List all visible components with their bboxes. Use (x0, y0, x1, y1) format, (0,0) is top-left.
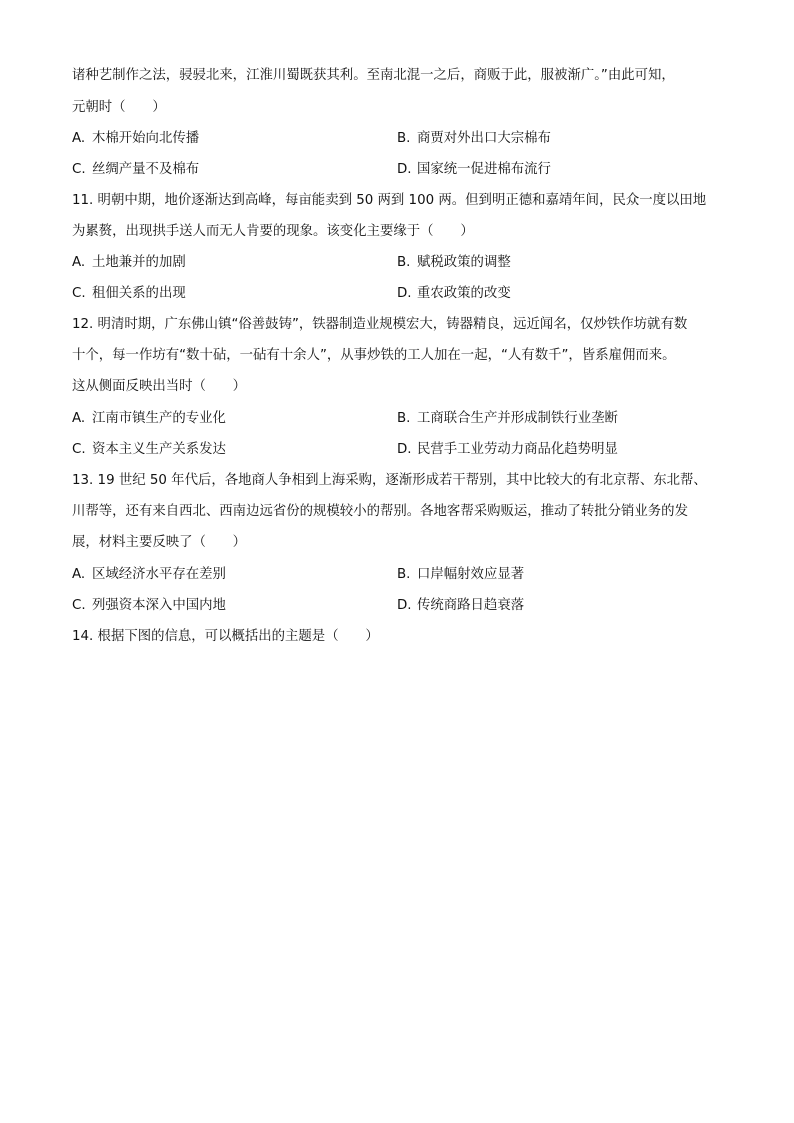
option-letter: A. (72, 411, 86, 426)
option-text: 资本主义生产关系发达 (92, 442, 226, 457)
option-letter: D. (397, 162, 412, 177)
q11-option-c[interactable] (72, 284, 186, 304)
option-letter: C. (72, 286, 86, 301)
q11-option-a[interactable] (72, 253, 186, 273)
option-letter: A. (72, 131, 86, 146)
q13-stem-line-2: 川帮等，还有来自西北、西南边远省份的规模较小的帮别。各地客帮采购贩运，推动了转批分销业务的发 (72, 504, 688, 519)
option-letter: D. (397, 442, 412, 457)
q14-stem-line-1: 14. 根据下图的信息，可以概括出的主题是（ ） (72, 629, 379, 644)
q10-option-d[interactable] (397, 160, 551, 180)
option-letter: B. (397, 411, 411, 426)
option-text: 土地兼并的加剧 (92, 255, 186, 270)
option-text: 列强资本深入中国内地 (92, 598, 226, 613)
option-letter: A. (72, 567, 86, 582)
option-text: 木棉开始向北传播 (92, 131, 200, 146)
option-letter: B. (397, 567, 411, 582)
q11-stem-line-1: 11. 明朝中期，地价逐渐达到高峰，每亩能卖到 50 两到 100 两。但到明正德和嘉靖年间，民众一度以田地 (72, 193, 707, 208)
option-letter: B. (397, 131, 411, 146)
option-text: 赋税政策的调整 (417, 255, 511, 270)
option-letter: D. (397, 598, 412, 613)
option-letter: D. (397, 286, 412, 301)
q12-stem-line-2: 十个，每一作坊有“数十砧，一砧有十余人”，从事炒铁的工人加在一起，“人有数千”，皆系雇佣而来。 (72, 348, 676, 363)
option-text: 区域经济水平存在差别 (92, 567, 226, 582)
option-text: 丝绸产量不及棉布 (92, 162, 200, 177)
q13-option-b[interactable] (397, 565, 524, 585)
q12-option-c[interactable] (72, 440, 226, 460)
q10-stem-line-1: 诸种艺制作之法，骎骎北来，江淮川蜀既获其利。至南北混一之后，商贩于此，服被渐广。”由此可知， (72, 68, 675, 83)
q13-option-d[interactable] (397, 596, 524, 616)
q12-option-a[interactable] (72, 409, 226, 429)
q11-stem-line-2: 为累赘，出现拱手送人而无人肯要的现象。该变化主要缘于（ ） (72, 224, 474, 239)
q11-option-b[interactable] (397, 253, 511, 273)
option-letter: C. (72, 598, 86, 613)
option-letter: A. (72, 255, 86, 270)
option-letter: B. (397, 255, 411, 270)
option-text: 江南市镇生产的专业化 (92, 411, 226, 426)
option-text: 重农政策的改变 (417, 286, 511, 301)
q13-option-c[interactable] (72, 596, 226, 616)
option-text: 口岸幅射效应显著 (417, 567, 525, 582)
option-text: 商贾对外出口大宗棉布 (417, 131, 551, 146)
q13-option-a[interactable] (72, 565, 226, 585)
option-text: 国家统一促进棉布流行 (417, 162, 551, 177)
q10-stem-line-2: 元朝时（ ） (72, 100, 166, 115)
option-letter: C. (72, 442, 86, 457)
q10-option-a[interactable] (72, 129, 199, 149)
q12-stem-line-1: 12. 明清时期，广东佛山镇“俗善鼓铸”，铁器制造业规模宏大，铸器精良，远近闻名，仅炒铁作坊就有数 (72, 317, 688, 332)
q13-stem-line-3: 展，材料主要反映了（ ） (72, 535, 247, 550)
option-text: 传统商路日趋衰落 (417, 598, 525, 613)
q11-option-d[interactable] (397, 284, 511, 304)
option-letter: C. (72, 162, 86, 177)
q12-option-d[interactable] (397, 440, 618, 460)
q13-stem-line-1: 13. 19 世纪 50 年代后，各地商人争相到上海采购，逐渐形成若干帮别，其中比较大的有北京帮、东北帮、 (72, 473, 707, 488)
option-text: 工商联合生产并形成制铁行业垄断 (417, 411, 618, 426)
q10-option-c[interactable] (72, 160, 199, 180)
q12-stem-line-3: 这从侧面反映出当时（ ） (72, 379, 247, 394)
q12-option-b[interactable] (397, 409, 618, 429)
q10-option-b[interactable] (397, 129, 551, 149)
option-text: 租佃关系的出现 (92, 286, 186, 301)
option-text: 民营手工业劳动力商品化趋势明显 (417, 442, 618, 457)
